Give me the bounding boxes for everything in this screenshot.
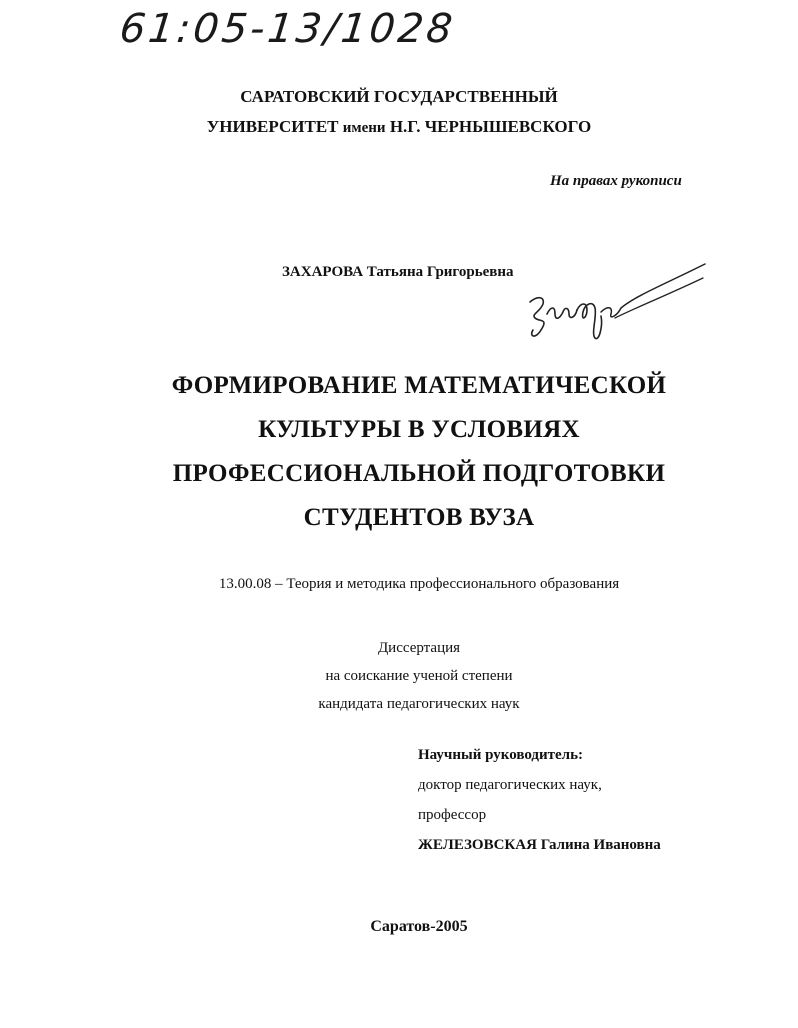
- dissertation-line-2: на соискание ученой степени: [325, 668, 513, 684]
- dissertation-line-3: кандидата педагогических наук: [318, 696, 520, 712]
- university-line-2: [0, 112, 798, 143]
- scientific-advisor: [418, 740, 661, 860]
- title-line: ПРОФЕССИОНАЛЬНОЙ ПОДГОТОВКИ: [172, 460, 666, 487]
- university-line-2-prefix: УНИВЕРСИТЕТ: [206, 117, 339, 136]
- advisor-rank: профессор: [418, 807, 487, 823]
- title-line: ФОРМИРОВАНИЕ МАТЕМАТИЧЕСКОЙ: [171, 372, 667, 399]
- university-line-2-named: имени: [342, 120, 386, 136]
- specialty-code: 13.00.08 – Теория и методика профессионального образования: [218, 576, 620, 592]
- university-line-1: САРАТОВСКИЙ ГОСУДАРСТВЕННЫЙ: [240, 87, 558, 106]
- title-line: КУЛЬТУРЫ В УСЛОВИЯХ: [258, 416, 580, 443]
- author-name: ЗАХАРОВА Татьяна Григорьевна: [282, 264, 514, 280]
- rights-notice: На правах рукописи: [550, 173, 682, 189]
- advisor-name: ЖЕЛЕЗОВСКАЯ Галина Ивановна: [418, 837, 661, 853]
- advisor-heading: Научный руководитель:: [418, 747, 583, 763]
- title-line: СТУДЕНТОВ ВУЗА: [303, 504, 535, 531]
- handwritten-signature: [525, 256, 710, 352]
- dissertation-type: [0, 634, 798, 718]
- catalog-number: 61:05-13/1028: [117, 6, 458, 52]
- university-line-2-name: Н.Г. ЧЕРНЫШЕВСКОГО: [389, 117, 592, 136]
- dissertation-line-1: Диссертация: [377, 640, 461, 656]
- dissertation-title: [0, 364, 798, 540]
- advisor-degree: доктор педагогических наук,: [418, 777, 602, 793]
- city-year: Саратов-2005: [370, 918, 468, 935]
